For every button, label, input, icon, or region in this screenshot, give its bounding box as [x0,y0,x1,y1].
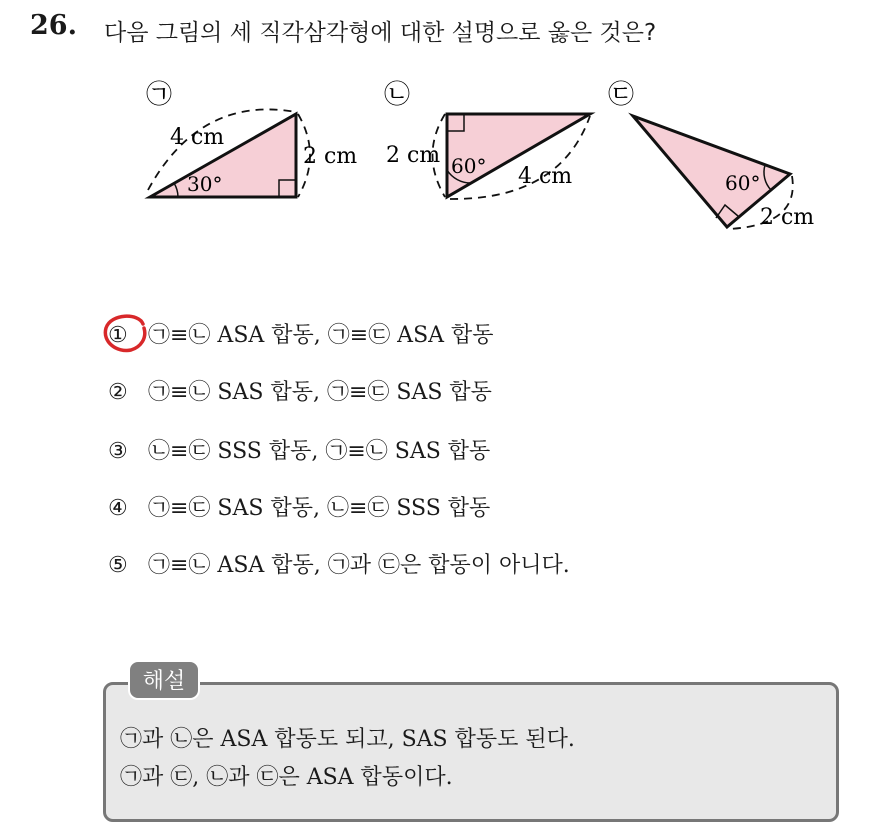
fig-label-1: ㉠ [146,80,173,110]
fig-label-2: ㉡ [384,80,411,110]
option-2[interactable] [108,375,492,406]
option-text: ㉠≡㉢ SAS 합동, ㉡≡㉢ SSS 합동 [148,496,491,521]
option-number: ③ [108,439,128,464]
option-number: ⑤ [108,553,128,578]
option-3[interactable] [108,434,490,465]
t1-hyp-label: 4 cm [170,125,225,150]
t2-hyp-label: 4 cm [518,164,573,189]
t1-angle-label: 30° [187,172,223,196]
fig-label-3: ㉢ [608,80,635,110]
t3-side-label: 2 cm [760,205,815,230]
solution-line-1: ㉠과 ㉡은 ASA 합동도 되고, SAS 합동도 된다. [120,727,575,752]
option-number: ① [108,323,128,348]
t3-angle-label: 60° [725,171,761,195]
figure-triangles [0,0,884,260]
t2-side-label: 2 cm [386,143,441,168]
option-text: ㉠≡㉡ ASA 합동, ㉠과 ㉢은 합동이 아니다. [148,553,570,578]
question-text: 다음 그림의 세 직각삼각형에 대한 설명으로 옳은 것은? [104,20,657,46]
option-text: ㉡≡㉢ SSS 합동, ㉠≡㉡ SAS 합동 [148,439,491,464]
question-number: 26. [30,10,77,41]
solution-tag: 해설 [128,660,200,700]
option-5[interactable] [108,548,570,579]
option-1[interactable] [108,318,494,349]
option-text: ㉠≡㉡ ASA 합동, ㉠≡㉢ ASA 합동 [148,323,494,348]
t1-side-label: 2 cm [303,144,358,169]
option-text: ㉠≡㉡ SAS 합동, ㉠≡㉢ SAS 합동 [148,380,492,405]
option-number: ② [108,380,128,405]
option-4[interactable] [108,491,490,522]
t2-angle-label: 60° [451,154,487,178]
solution-line-2: ㉠과 ㉢, ㉡과 ㉢은 ASA 합동이다. [120,765,453,790]
option-number: ④ [108,496,128,521]
